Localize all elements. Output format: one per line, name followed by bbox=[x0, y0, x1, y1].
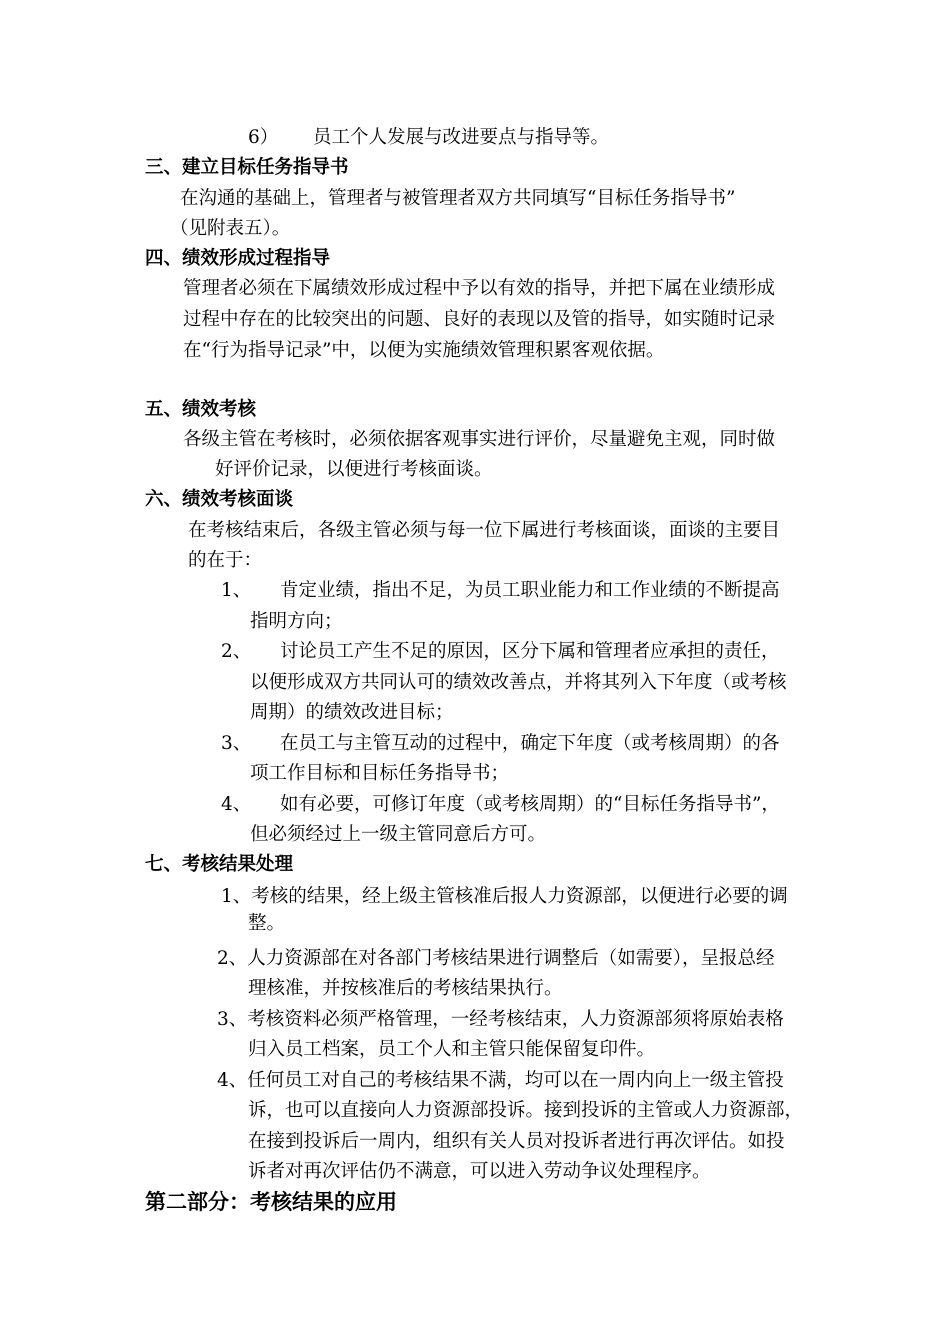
list-item: 1、考核的结果，经上级主管核准后报人力资源部，以便进行必要的调 bbox=[221, 886, 788, 907]
list-text-continued: 整。 bbox=[248, 913, 286, 934]
part-heading: 第二部分：考核结果的应用 bbox=[145, 1190, 397, 1214]
list-text-continued: 在接到投诉后一周内，组织有关人员对投诉者进行再次评估。如投 bbox=[248, 1131, 785, 1152]
list-text: 讨论员工产生不足的原因，区分下属和管理者应承担的责任， bbox=[280, 641, 780, 662]
list-number: 2、 bbox=[221, 641, 252, 662]
paragraph-line: （见附表五）。 bbox=[170, 218, 291, 239]
paragraph-line: 在沟通的基础上，管理者与被管理者双方共同填写“目标任务指导书” bbox=[180, 188, 736, 209]
section-heading-7: 七、考核结果处理 bbox=[145, 854, 294, 875]
list-text: 员工个人发展与改进要点与指导等。 bbox=[313, 127, 610, 148]
list-number: 4、 bbox=[221, 794, 252, 815]
list-text-continued: 诉，也可以直接向人力资源部投诉。接到投诉的主管或人力资源部， bbox=[248, 1100, 804, 1121]
list-text-continued: 项工作目标和目标任务指导书； bbox=[250, 763, 510, 784]
paragraph-line: 的在于： bbox=[188, 550, 263, 571]
list-number: 3、 bbox=[221, 733, 252, 754]
list-number: 1、 bbox=[221, 580, 252, 601]
paragraph-line: 在“行为指导记录”中，以便为实施绩效管理积累客观依据。 bbox=[183, 340, 665, 361]
list-text-continued: 周期）的绩效改进目标； bbox=[250, 702, 454, 723]
list-text: 在员工与主管互动的过程中，确定下年度（或考核周期）的各 bbox=[280, 733, 780, 754]
list-text-continued: 以便形成双方共同认可的绩效改善点，并将其列入下年度（或考核 bbox=[250, 672, 787, 693]
list-text-continued: 但必须经过上一级主管同意后方可。 bbox=[250, 824, 547, 845]
section-heading-3: 三、建立目标任务指导书 bbox=[145, 157, 349, 178]
paragraph-line: 过程中存在的比较突出的问题、良好的表现以及管的指导，如实随时记录 bbox=[183, 309, 776, 330]
paragraph-line: 好评价记录，以便进行考核面谈。 bbox=[215, 459, 493, 480]
list-text: 肯定业绩，指出不足，为员工职业能力和工作业绩的不断提高 bbox=[280, 580, 780, 601]
section-heading-4: 四、绩效形成过程指导 bbox=[145, 248, 331, 269]
list-number: 6） bbox=[248, 127, 279, 148]
list-item: 2、人力资源部在对各部门考核结果进行调整后（如需要），呈报总经 bbox=[217, 948, 775, 969]
paragraph-line: 各级主管在考核时，必须依据客观事实进行评价，尽量避免主观，同时做 bbox=[183, 429, 776, 450]
list-text: 如有必要，可修订年度（或考核周期）的“目标任务指导书”， bbox=[280, 794, 780, 815]
paragraph-line: 在考核结束后，各级主管必须与每一位下属进行考核面谈，面谈的主要目 bbox=[188, 520, 781, 541]
section-heading-5: 五、绩效考核 bbox=[145, 399, 257, 420]
section-heading-6: 六、绩效考核面谈 bbox=[145, 489, 294, 510]
list-text-continued: 指明方向； bbox=[250, 611, 343, 632]
paragraph-line: 管理者必须在下属绩效形成过程中予以有效的指导，并把下属在业绩形成 bbox=[183, 278, 776, 299]
list-item: 4、任何员工对自己的考核结果不满，均可以在一周内向上一级主管投 bbox=[217, 1070, 784, 1091]
list-item: 3、考核资料必须严格管理，一经考核结束，人力资源部须将原始表格 bbox=[217, 1009, 784, 1030]
list-text-continued: 理核准，并按核准后的考核结果执行。 bbox=[248, 978, 563, 999]
list-text-continued: 归入员工档案，员工个人和主管只能保留复印件。 bbox=[248, 1039, 656, 1060]
list-text-continued: 诉者对再次评估仍不满意，可以进入劳动争议处理程序。 bbox=[248, 1161, 711, 1182]
